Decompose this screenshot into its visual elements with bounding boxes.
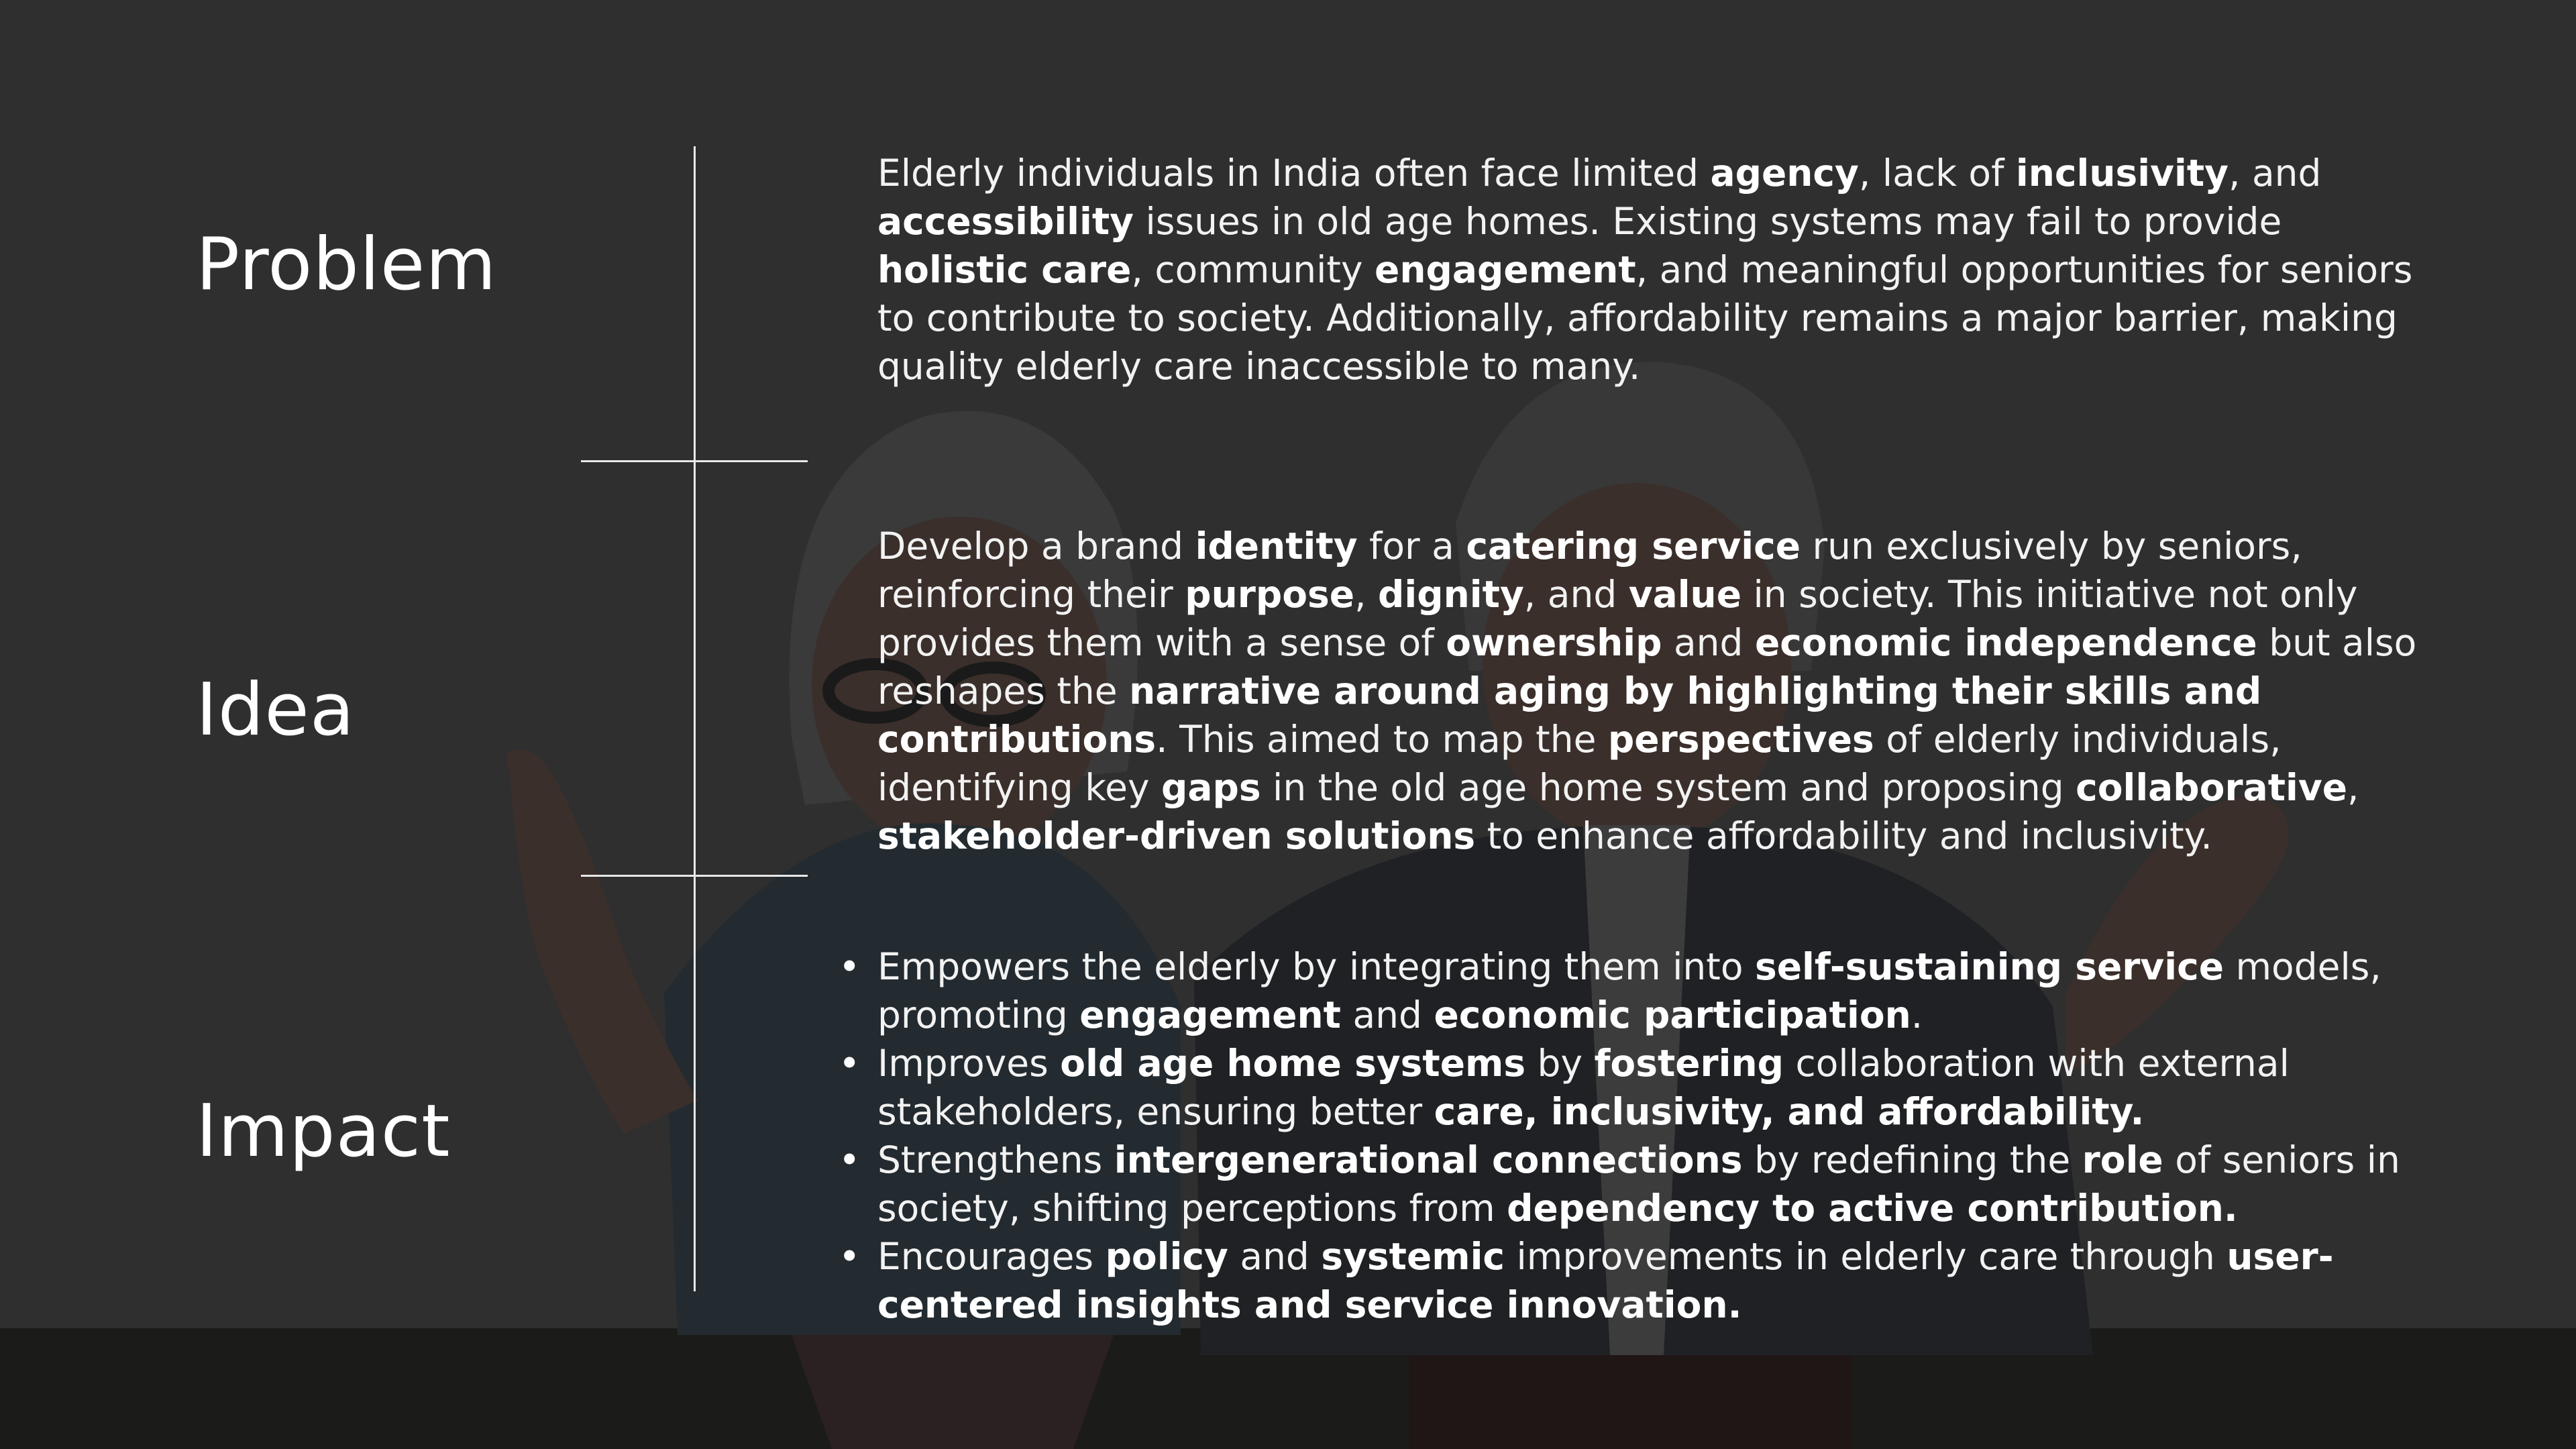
bold-phrase: collaborative <box>2076 766 2347 809</box>
text-run: , <box>2347 766 2359 809</box>
bold-phrase: economic independence <box>1754 621 2257 664</box>
problem-heading: Problem <box>196 223 497 307</box>
bold-phrase: role <box>2082 1138 2163 1181</box>
text-run: run exclusively by seniors, reinforcing their <box>877 525 2302 616</box>
bold-phrase: user-centered insights and service innovation. <box>877 1235 2334 1326</box>
impact-bullet-list <box>877 943 2434 1329</box>
text-run: Develop a brand <box>877 525 1195 568</box>
text-run: and <box>1340 994 1434 1036</box>
idea-heading: Idea <box>196 668 356 752</box>
text-run: by redefining the <box>1742 1138 2082 1181</box>
bold-phrase: dignity <box>1378 573 1524 616</box>
bold-phrase: engagement <box>1079 994 1341 1036</box>
bold-phrase: engagement <box>1375 248 1636 291</box>
bold-phrase: gaps <box>1161 766 1261 809</box>
text-run: , community <box>1131 248 1375 291</box>
text-run: of seniors in society, shifting perceptions from <box>877 1138 2400 1230</box>
text-run: , and <box>2228 152 2322 195</box>
text-run: collaboration with external stakeholders, ensuring better <box>877 1042 2290 1133</box>
text-run: by <box>1525 1042 1595 1085</box>
bold-phrase: agency <box>1710 152 1859 195</box>
bold-phrase: holistic care <box>877 248 1132 291</box>
bold-phrase: purpose <box>1185 573 1355 616</box>
bold-phrase: catering service <box>1466 525 1801 568</box>
timeline-vertical-line <box>694 146 696 1291</box>
bold-phrase: old age home systems <box>1060 1042 1526 1085</box>
text-run: issues in old age homes. Existing systems may fail to provide <box>1134 200 2282 243</box>
impact-text <box>877 943 2434 1329</box>
impact-bullet-2 <box>877 1039 2434 1136</box>
text-run: Improves <box>877 1042 1061 1085</box>
bold-phrase: accessibility <box>877 200 1134 243</box>
text-run: . <box>1911 994 1923 1036</box>
impact-bullet-3 <box>877 1136 2434 1232</box>
text-run: for a <box>1357 525 1466 568</box>
text-run: , <box>1354 573 1379 616</box>
text-run: , and meaningful opportunities for seniors to contribute to society. Additionally, affordability remains a major barrier, making quality elderly care inaccessible to many. <box>877 248 2413 388</box>
bold-phrase: economic participation <box>1434 994 1911 1036</box>
problem-text <box>877 149 2434 390</box>
text-run: in the old age home system and proposing <box>1260 766 2076 809</box>
impact-bullet-1 <box>877 943 2434 1039</box>
bold-phrase: fostering <box>1594 1042 1784 1085</box>
text-run: , and <box>1523 573 1629 616</box>
impact-bullet-4 <box>877 1232 2434 1329</box>
text-run: in society. This initiative not only provides them with a sense of <box>877 573 2358 664</box>
bold-phrase: policy <box>1105 1235 1228 1278</box>
bold-phrase: care, inclusivity, and affordability. <box>1434 1090 2145 1133</box>
text-run: , lack of <box>1858 152 2016 195</box>
bold-phrase: ownership <box>1446 621 1662 664</box>
idea-text <box>877 522 2434 860</box>
text-run: models, promoting <box>877 945 2381 1036</box>
text-run: Empowers the elderly by integrating them into <box>877 945 1755 988</box>
text-run: . This aimed to map the <box>1156 718 1608 761</box>
bold-phrase: narrative around aging by highlighting their skills and contributions <box>877 669 2262 761</box>
text-run: and <box>1228 1235 1322 1278</box>
text-run: improvements in elderly care through <box>1505 1235 2227 1278</box>
text-run: to enhance affordability and inclusivity. <box>1475 814 2212 857</box>
impact-heading: Impact <box>196 1089 451 1173</box>
bold-phrase: inclusivity <box>2015 152 2229 195</box>
text-run: of elderly individuals, identifying key <box>877 718 2282 809</box>
bold-phrase: value <box>1628 573 1742 616</box>
bold-phrase: perspectives <box>1607 718 1874 761</box>
bold-phrase: self-sustaining service <box>1754 945 2224 988</box>
bold-phrase: stakeholder-driven solutions <box>877 814 1476 857</box>
bold-phrase: dependency to active contribution. <box>1507 1187 2238 1230</box>
bold-phrase: intergenerational connections <box>1114 1138 1743 1181</box>
text-run: Encourages <box>877 1235 1106 1278</box>
bold-phrase: identity <box>1195 525 1358 568</box>
text-run: Elderly individuals in India often face limited <box>877 152 1711 195</box>
bold-phrase: systemic <box>1321 1235 1505 1278</box>
divider-line-2 <box>581 875 808 877</box>
text-run: and <box>1662 621 1755 664</box>
text-run: Strengthens <box>877 1138 1114 1181</box>
text-run: but also reshapes the <box>877 621 2417 712</box>
divider-line-1 <box>581 460 808 462</box>
